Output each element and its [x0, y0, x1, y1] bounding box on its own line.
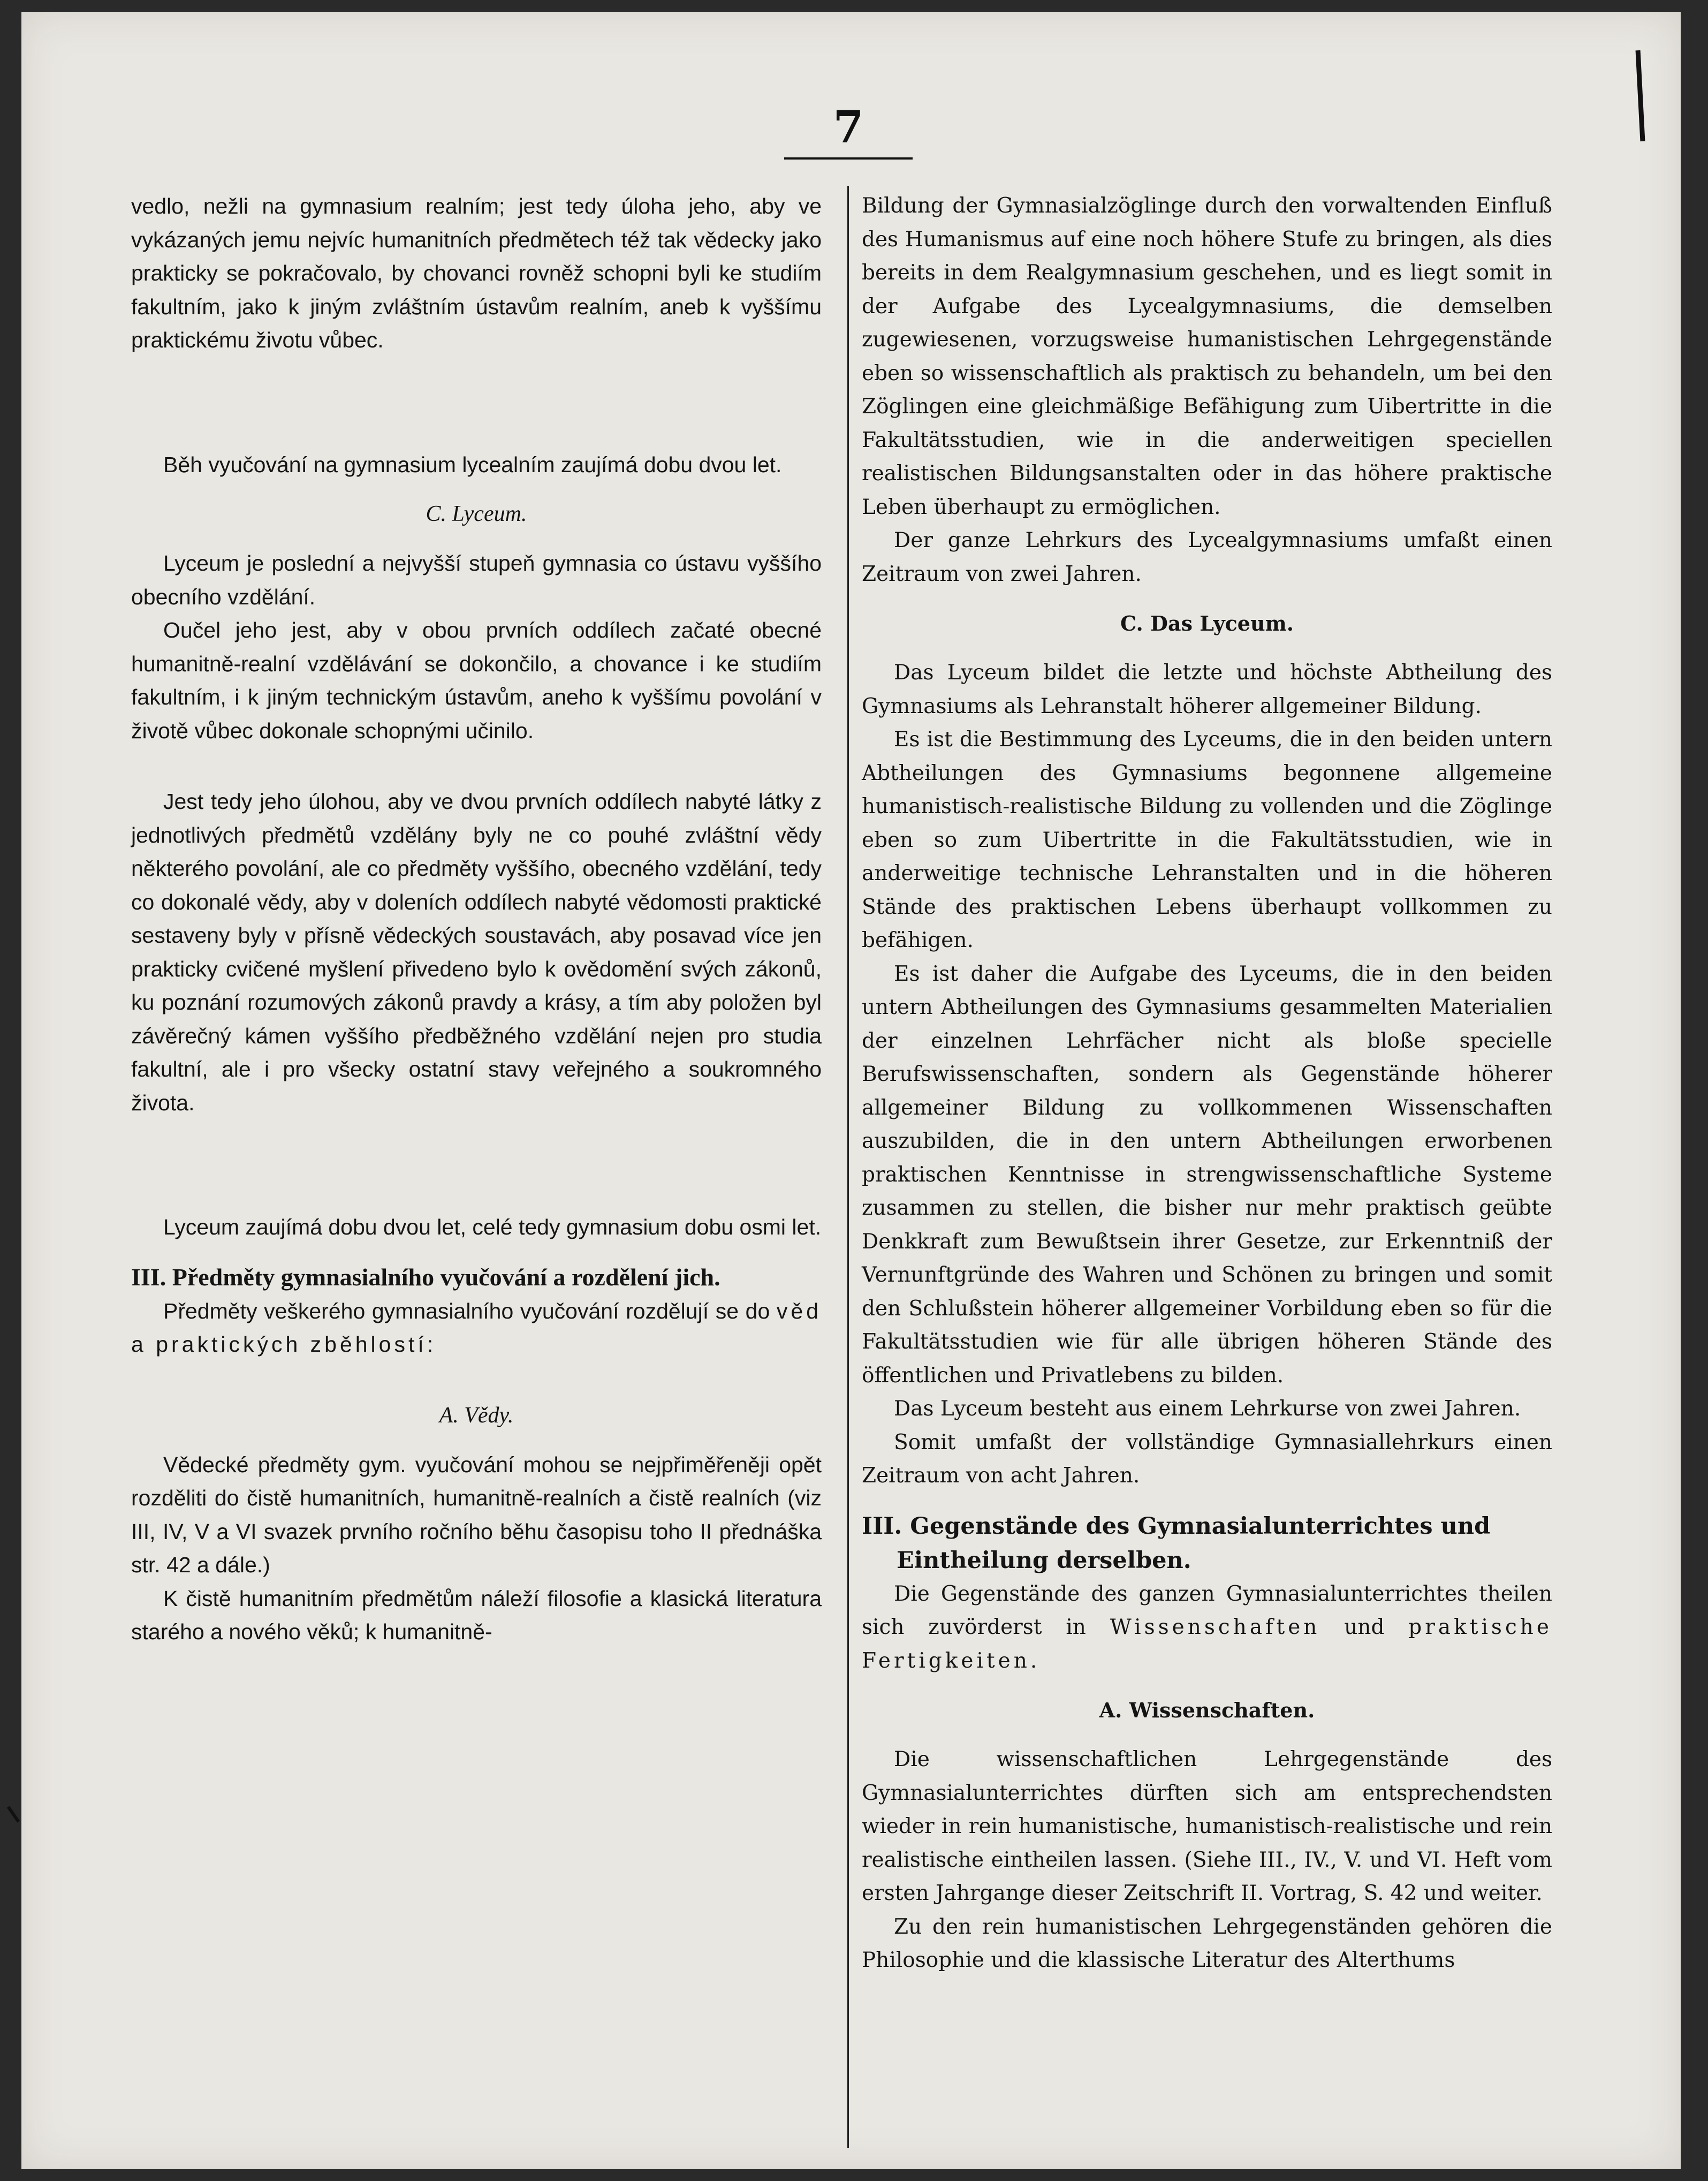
paragraph: Bildung der Gymnasialzöglinge durch den vorwaltenden Einfluß des Humanismus auf eine noch höhere Stufe zu bringen, als dies bereits in dem Realgymnasium geschehen, und es liegt somit in der Aufgabe des Lycealgymnasiums, die demselben zugewiesenen, vorzugsweise humanistischen Lehrgegenstände eben so wissenschaftlich als praktisch zu behandeln, um bei den Zöglingen eine gleichmäßige Befähigung zum Uibertritte in die Fakultätsstudien, wie in die anderweitigen speciellen realistischen Bildungsanstalten oder in das höhere praktische Leben überhaupt zu ermöglichen. — [862, 194, 1552, 519]
paragraph: Lyceum zaujímá dobu dvou let, celé tedy gymnasium dobu osmi let. — [163, 1215, 822, 1239]
paragraph: Somit umfaßt der vollständige Gymnasiallehrkurs einen Zeitraum von acht Jahren. — [862, 1430, 1552, 1488]
paragraph-text: und — [1320, 1615, 1409, 1639]
paragraph: K čistě humanitním předmětům náleží filosofie a klasická literatura starého a nového věků; k humanitně- — [131, 1586, 822, 1644]
paragraph: vedlo, nežli na gymnasium realním; jest tedy úloha jeho, aby ve vykázaných jemu nejvíc humanitních předmětech též tak vědecky jako prakticky se pokračovalo, by chovanci rovněž schopni byli ke studiím fakultním, jako k jiným zvláštním ústavům realním, aneb k vyššímu praktickému životu vůbec. — [131, 194, 822, 352]
paragraph: Oučel jeho jest, aby v obou prvních oddílech začaté obecné humanitně-realní vzdělávání se dokončilo, a chovance i ke studiím fakultním, i k jiným technickým ústavům, aneho k vyššímu povolání v životě vůbec dokonale schopnými učinilo. — [131, 618, 822, 743]
spaced-emphasis: praktische Fertigkeiten. — [862, 1615, 1552, 1673]
paragraph — [862, 1578, 1552, 1678]
spaced-emphasis: věd a praktických zběhlostí: — [131, 1298, 822, 1357]
edge-mark-left — [7, 1806, 20, 1822]
paragraph: Běh vyučování na gymnasium lycealním zaujímá dobu dvou let. — [163, 452, 782, 477]
paragraph: Es ist daher die Aufgabe des Lyceums, die in den beiden untern Abtheilungen des Gymnasiums gesammelten Materialien der einzelnen Lehrfächer nicht als bloße specielle Berufswissenschaften, sondern als Gegenstände höherer allgemeiner Bildung zu vollkommenen Wissenschaften auszubilden, die in den untern Abtheilungen erworbenen praktischen Kenntnisse in strengwissenschaftliche Systeme zusammen zu stellen, die bisher nur mehr praktisch geübte Denkkraft zum Bewußtsein ihrer Gesetze, zur Erkenntniß der Vernunftgründe des Wahren und Schönen zu bringen und somit den Schlußstein höherer allgemeiner Vorbildung eben so für die Fakultätsstudien wie für alle übrigen höheren Stände des öffentlichen und Privatlebens zu bilden. — [862, 961, 1552, 1388]
paragraph: Es ist die Bestimmung des Lyceums, die in den beiden untern Abtheilungen des Gymnasiums begonnene allgemeine humanistisch-realistische Bildung zu vollenden und die Zöglinge eben so zum Uibertritte in die Fakultätsstudien, wie in anderweitige technische Lehranstalten und in die höheren Stände des praktischen Lebens überhaupt vollkommen zu befähigen. — [862, 728, 1552, 952]
paragraph: Das Lyceum besteht aus einem Lehrkurse von zwei Jahren. — [894, 1397, 1521, 1421]
page-number-rule — [784, 157, 913, 160]
paragraph: Die wissenschaftlichen Lehrgegenstände des Gymnasialunterrichtes dürften sich am entsprechendsten wieder in rein humanistische, humanistisch-realistische und rein realistische eintheilen lassen. (Siehe III., IV., V. und VI. Heft vom ersten Jahrgange dieser Zeitschrift II. Vortrag, S. 42 und weiter. — [862, 1747, 1552, 1905]
edge-mark-top-right — [1636, 50, 1645, 141]
paragraph: Vědecké předměty gym. vyučování mohou se nejpřiměřeněji opět rozděliti do čistě humanitních, humanitně-realních a čistě realních (viz III, IV, V a VI svazek prvního ročního běhu časopisu toho II přednáška str. 42 a dále.) — [131, 1452, 822, 1577]
paragraph: Zu den rein humanistischen Lehrgegenständen gehören die Philosophie und die klassische Literatur des Alterthums — [862, 1914, 1552, 1972]
paragraph: Lyceum je poslední a nejvyšší stupeň gymnasia co ústavu vyššího obecního vzdělání. — [131, 551, 822, 609]
section-heading-subjects-de: III. Gegenstände des Gymnasialunterrichtes und Eintheilung derselben. — [862, 1512, 1491, 1574]
section-heading-lyceum: C. Lyceum. — [426, 502, 527, 526]
czech-column — [131, 190, 822, 1649]
section-heading-vedy: A. Vědy. — [439, 1403, 514, 1428]
section-heading-subjects: III. Předměty gymnasialního vyučování a rozdělení jich. — [131, 1263, 720, 1291]
german-column — [862, 190, 1552, 1978]
section-heading-lyceum-de: C. Das Lyceum. — [1120, 611, 1294, 635]
column-divider — [847, 186, 849, 2148]
paragraph: Der ganze Lehrkurs des Lycealgymnasiums umfaßt einen Zeitraum von zwei Jahren. — [862, 528, 1552, 586]
paragraph-text: Die Gegenstände des ganzen Gymnasialunterrichtes theilen sich zuvörderst in — [862, 1581, 1552, 1639]
paragraph: Jest tedy jeho úlohou, aby ve dvou prvních oddílech nabyté látky z jednotlivých předmětů vzdělány byly ne co pouhé zvláštní vědy některého povolání, ale co předměty vyššího, obecného vzdělání, tedy co dokonalé vědy, aby v doleních oddílech nabyté vědomosti praktické sestaveny byly v přísně vědeckých soustavách, aby posavad více jen prakticky cvičené myšlení přivedeno bylo k ovědomění svých zákonů, ku poznání rozumových zákonů pravdy a krásy, a tím aby položen byl závěrečný kámen vyššího předběžného vzdělání nejen pro studia fakultní, ale i pro všecky ostatní stavy veřejného a soukromného života. — [131, 789, 822, 1115]
spaced-emphasis: Wissenschaften — [1110, 1615, 1320, 1639]
paragraph: Das Lyceum bildet die letzte und höchste Abtheilung des Gymnasiums als Lehranstalt höherer allgemeiner Bildung. — [862, 661, 1552, 718]
paragraph-text: Předměty veškerého gymnasialního vyučování rozdělují se do — [163, 1298, 777, 1323]
scanned-page — [21, 12, 1681, 2169]
page-number: 7 — [833, 102, 864, 153]
paragraph — [131, 1294, 822, 1361]
section-heading-wissenschaften: A. Wissenschaften. — [1099, 1698, 1315, 1722]
